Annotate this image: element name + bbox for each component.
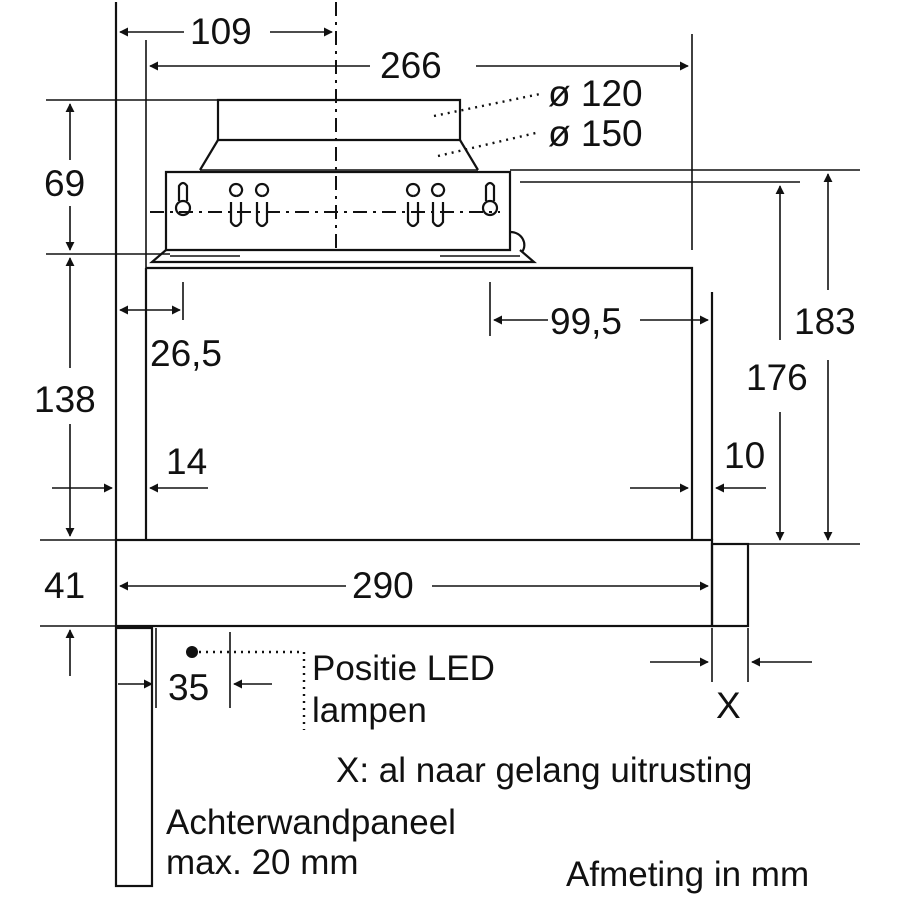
hood-body [146,268,712,540]
dim-41: 41 [44,565,86,606]
dim-14: 14 [166,441,208,482]
exhaust-outlet [200,100,478,170]
dim-99-5: 99,5 [550,301,623,342]
mounting-slot-icon [407,184,444,226]
dim-109: 109 [190,11,252,52]
dim-176: 176 [746,357,808,398]
leader-lines [192,94,540,730]
dim-dia-120: ø 120 [548,73,643,114]
dim-10: 10 [724,435,766,476]
front-strip [116,540,748,626]
dim-183: 183 [794,301,856,342]
mounting-slot-icon [176,183,190,215]
dim-138: 138 [34,379,96,420]
dim-266: 266 [380,45,442,86]
led-position-label: Positie LED [312,649,495,688]
dimension-labels [34,11,856,894]
led-position-dot-icon [186,646,198,658]
x-note: X: al naar gelang uitrusting [336,751,753,790]
dim-290: 290 [352,565,414,606]
dim-35: 35 [168,667,210,708]
led-position-label-2: lampen [312,691,427,730]
mounting-slot-icon [483,183,497,215]
dim-x: X [716,685,741,726]
dim-69: 69 [44,163,86,204]
dim-dia-150: ø 150 [548,113,643,154]
mounting-slot-icon [230,184,268,226]
dim-26-5: 26,5 [150,333,223,374]
back-panel-label: Achterwandpaneel [166,803,456,842]
units-note: Afmeting in mm [566,855,810,894]
fan-housing [150,172,534,262]
back-panel-label-2: max. 20 mm [166,843,359,882]
